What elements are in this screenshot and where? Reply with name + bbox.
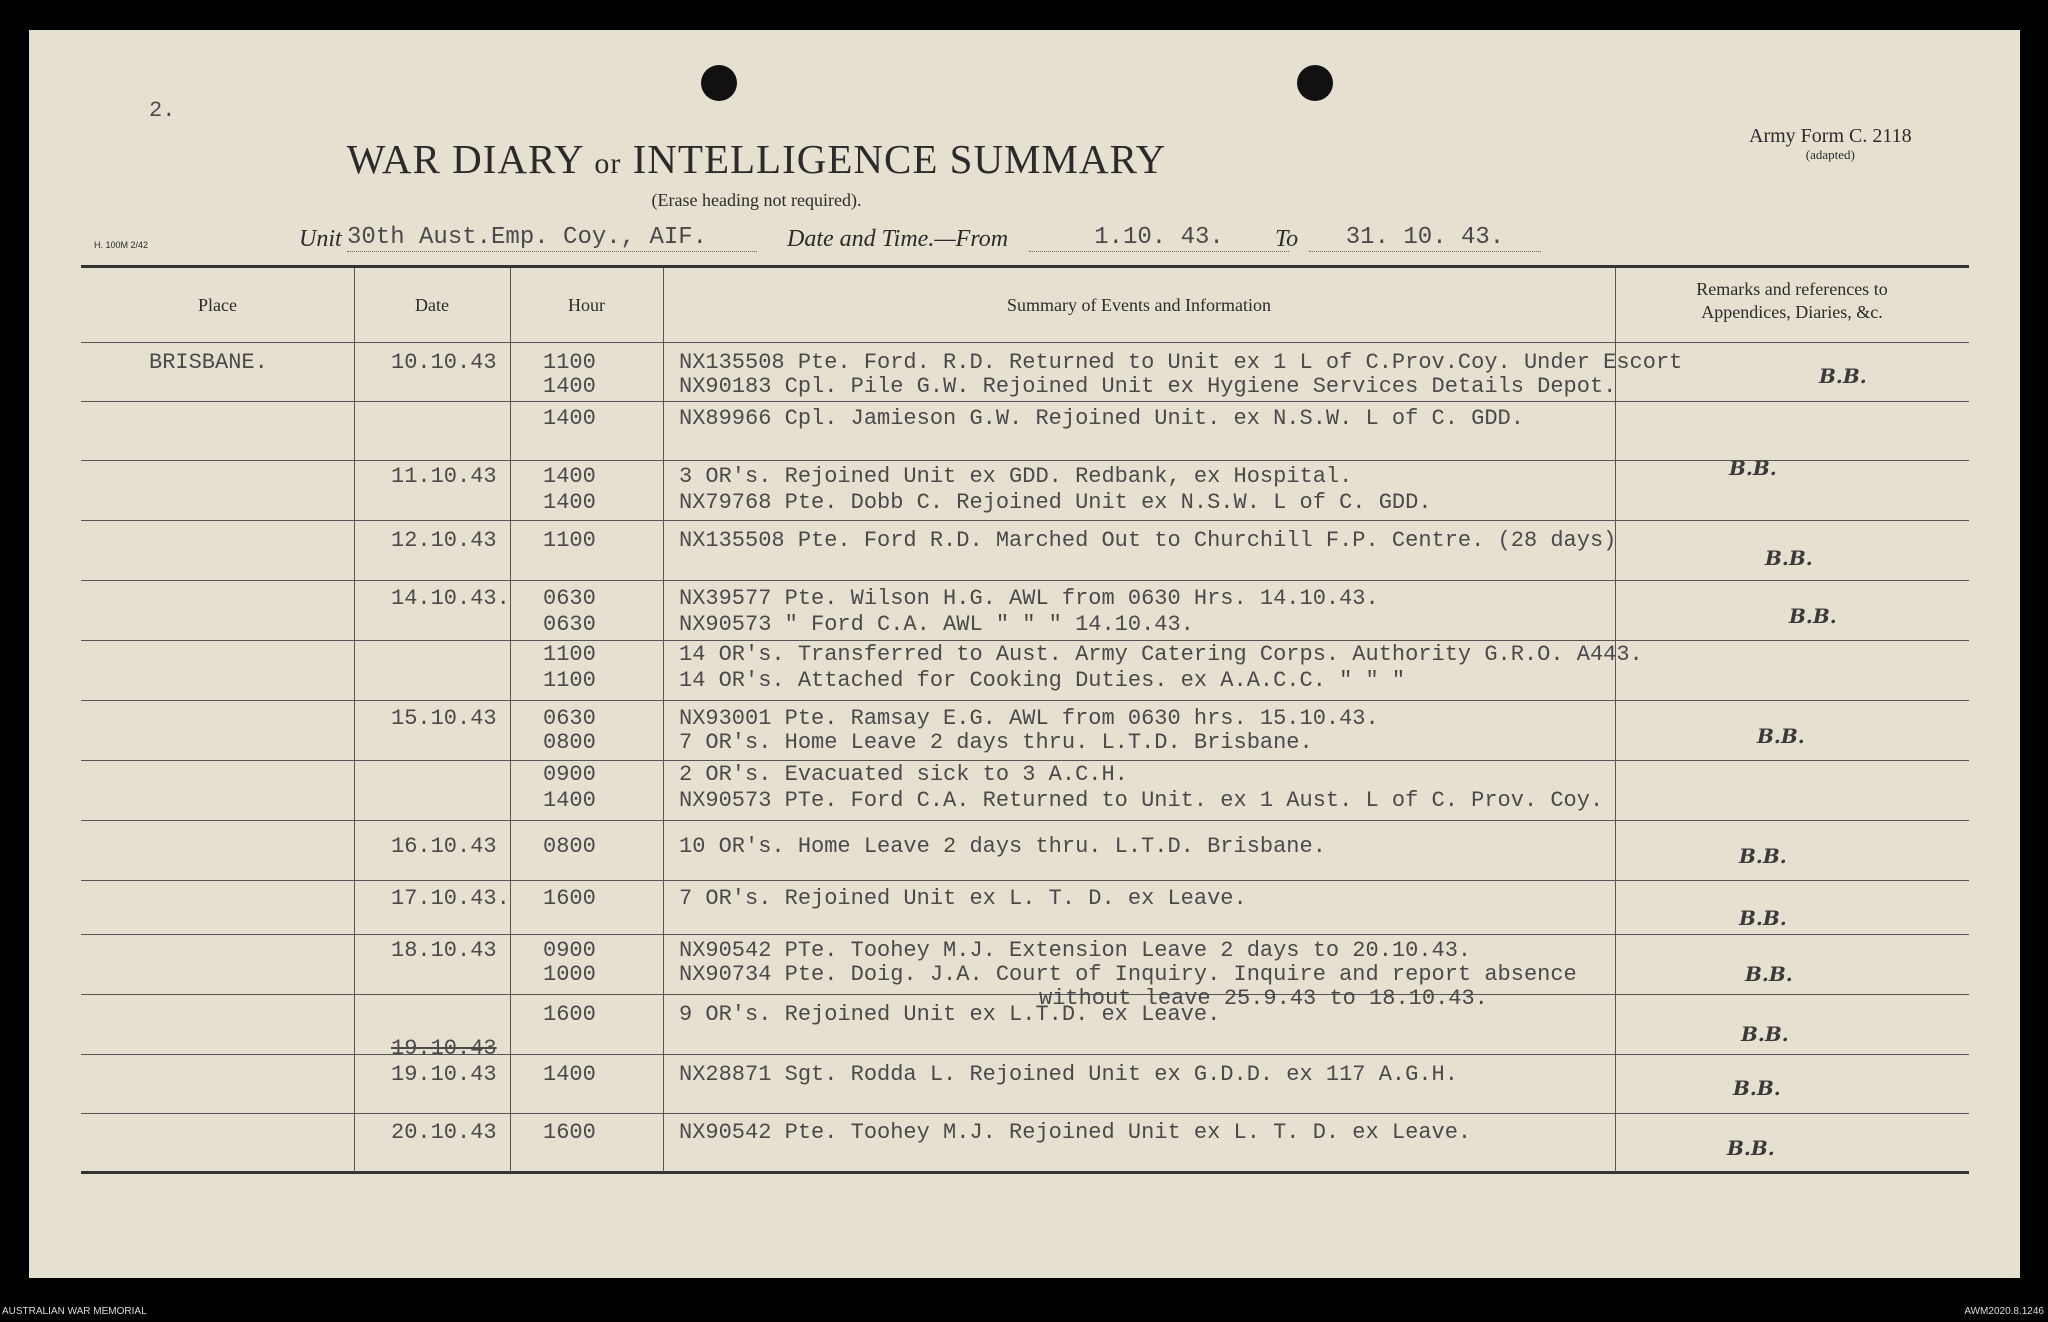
entry-date: 20.10.43 xyxy=(391,1120,497,1145)
row-divider xyxy=(81,520,1969,521)
entry-text: 7 OR's. Home Leave 2 days thru. L.T.D. Brisbane. xyxy=(679,730,1313,755)
initials-signature: B.B. xyxy=(1741,1022,1789,1046)
entry-hour: 0800 xyxy=(543,730,596,755)
entry-hour: 0630 xyxy=(543,586,596,611)
date-time-label: Date and Time.—From xyxy=(787,226,1009,252)
header-remarks-line2: Appendices, Diaries, &c. xyxy=(1701,301,1883,322)
entry-date: 15.10.43 xyxy=(391,706,497,731)
entry-hour: 0630 xyxy=(543,612,596,637)
row-divider xyxy=(81,401,1969,402)
diary-page xyxy=(29,30,2020,1278)
date-from-value: 1.10. 43. xyxy=(1029,224,1289,252)
entry-text: NX89966 Cpl. Jamieson G.W. Rejoined Unit. ex N.S.W. L of C. GDD. xyxy=(679,406,1524,431)
title-or: or xyxy=(594,147,622,180)
initials-signature: B.B. xyxy=(1729,456,1777,480)
entry-text: NX90573 PTe. Ford C.A. Returned to Unit. ex 1 Aust. L of C. Prov. Coy. xyxy=(679,788,1604,813)
col-divider-place xyxy=(354,268,355,1172)
entry-date: 17.10.43. xyxy=(391,886,510,911)
entry-hour: 1100 xyxy=(543,642,596,667)
initials-signature: B.B. xyxy=(1819,364,1867,388)
entry-text: 14 OR's. Transferred to Aust. Army Catering Corps. Authority G.R.O. A443. xyxy=(679,642,1643,667)
entry-date: 12.10.43 xyxy=(391,528,497,553)
entry-date: 11.10.43 xyxy=(391,464,497,489)
title-intelligence-summary: INTELLIGENCE SUMMARY xyxy=(632,136,1167,182)
initials-signature: B.B. xyxy=(1789,604,1837,628)
entry-text: 10 OR's. Home Leave 2 days thru. L.T.D. Brisbane. xyxy=(679,834,1326,859)
place-value: BRISBANE. xyxy=(149,350,268,375)
entry-date: 10.10.43 xyxy=(391,350,497,375)
entry-hour: 1400 xyxy=(543,406,596,431)
entry-hour: 1100 xyxy=(543,350,596,375)
initials-signature: B.B. xyxy=(1765,546,1813,570)
col-divider-hour xyxy=(663,268,664,1172)
entry-date: 18.10.43 xyxy=(391,938,497,963)
entry-text: NX39577 Pte. Wilson H.G. AWL from 0630 Hrs. 14.10.43. xyxy=(679,586,1379,611)
header-place: Place xyxy=(198,295,237,315)
army-form-line1: Army Form C. 2118 xyxy=(1749,125,1912,147)
initials-signature: B.B. xyxy=(1739,844,1787,868)
entry-hour: 1000 xyxy=(543,962,596,987)
row-divider xyxy=(81,460,1969,461)
army-form-number xyxy=(1749,125,1912,163)
header-summary: Summary of Events and Information xyxy=(1007,295,1271,315)
unit-label: Unit xyxy=(299,226,342,252)
entry-date: 14.10.43. xyxy=(391,586,510,611)
row-divider xyxy=(81,640,1969,641)
entry-text: 2 OR's. Evacuated sick to 3 A.C.H. xyxy=(679,762,1128,787)
entry-text: NX90573 " Ford C.A. AWL " " " 14.10.43. xyxy=(679,612,1194,637)
footer-right: AWM2020.8.1246 xyxy=(1964,1306,2044,1317)
page-title xyxy=(29,135,1484,183)
entry-hour: 1600 xyxy=(543,886,596,911)
entry-hour: 0800 xyxy=(543,834,596,859)
punch-hole-left xyxy=(701,65,737,101)
page-subtitle: (Erase heading not required). xyxy=(651,190,862,210)
unit-value: 30th Aust.Emp. Coy., AIF. xyxy=(347,224,757,252)
row-divider xyxy=(81,760,1969,761)
initials-signature: B.B. xyxy=(1745,962,1793,986)
entry-text: 9 OR's. Rejoined Unit ex L.T.D. ex Leave. xyxy=(679,1002,1221,1027)
row-divider xyxy=(81,1054,1969,1055)
entry-text: without leave 25.9.43 to 18.10.43. xyxy=(1039,986,1488,1011)
entry-date-struck: 19.10.43 xyxy=(391,1036,497,1061)
entry-hour: 0630 xyxy=(543,706,596,731)
header-bottom-border xyxy=(81,342,1969,343)
page-number: 2. xyxy=(149,98,176,123)
table-top-border xyxy=(81,265,1969,268)
row-divider xyxy=(81,700,1969,701)
entry-text: NX79768 Pte. Dobb C. Rejoined Unit ex N.S.W. L of C. GDD. xyxy=(679,490,1432,515)
initials-signature: B.B. xyxy=(1727,1136,1775,1160)
entry-text: 14 OR's. Attached for Cooking Duties. ex A.A.C.C. " " " xyxy=(679,668,1406,693)
entry-text: NX90542 PTe. Toohey M.J. Extension Leave 2 days to 20.10.43. xyxy=(679,938,1472,963)
entry-hour: 1400 xyxy=(543,464,596,489)
entry-hour: 1400 xyxy=(543,788,596,813)
title-war-diary: WAR DIARY xyxy=(346,136,584,182)
entry-hour: 1100 xyxy=(543,668,596,693)
col-divider-summary xyxy=(1615,268,1616,1172)
date-to-value: 31. 10. 43. xyxy=(1309,224,1541,252)
entry-text: 3 OR's. Rejoined Unit ex GDD. Redbank, ex Hospital. xyxy=(679,464,1353,489)
entry-hour: 1600 xyxy=(543,1002,596,1027)
entry-text: NX90183 Cpl. Pile G.W. Rejoined Unit ex Hygiene Services Details Depot. xyxy=(679,374,1617,399)
entry-text: NX135508 Pte. Ford. R.D. Returned to Unit ex 1 L of C.Prov.Coy. Under Escort xyxy=(679,350,1683,375)
entry-text: NX90734 Pte. Doig. J.A. Court of Inquiry. Inquire and report absence xyxy=(679,962,1577,987)
entry-hour: 1400 xyxy=(543,1062,596,1087)
form-code: H. 100M 2/42 xyxy=(94,240,149,250)
initials-signature: B.B. xyxy=(1733,1076,1781,1100)
initials-signature: B.B. xyxy=(1757,724,1805,748)
row-divider xyxy=(81,820,1969,821)
header-remarks-line1: Remarks and references to xyxy=(1696,279,1888,299)
entry-hour: 1100 xyxy=(543,528,596,553)
entry-hour: 0900 xyxy=(543,938,596,963)
entry-hour: 1600 xyxy=(543,1120,596,1145)
entry-hour: 1400 xyxy=(543,490,596,515)
army-form-line2: (adapted) xyxy=(1805,147,1855,162)
footer-left: AUSTRALIAN WAR MEMORIAL xyxy=(2,1306,147,1317)
date-to-label: To xyxy=(1275,226,1299,252)
entry-text: NX93001 Pte. Ramsay E.G. AWL from 0630 hrs. 15.10.43. xyxy=(679,706,1379,731)
entry-text: NX28871 Sgt. Rodda L. Rejoined Unit ex G.D.D. ex 117 A.G.H. xyxy=(679,1062,1458,1087)
entry-text: NX90542 Pte. Toohey M.J. Rejoined Unit ex L. T. D. ex Leave. xyxy=(679,1120,1472,1145)
header-remarks xyxy=(1615,278,1969,323)
punch-hole-right xyxy=(1297,65,1333,101)
entry-text: 7 OR's. Rejoined Unit ex L. T. D. ex Leave. xyxy=(679,886,1247,911)
initials-signature: B.B. xyxy=(1739,906,1787,930)
row-divider xyxy=(81,1113,1969,1114)
row-divider xyxy=(81,994,1969,995)
table-bottom-border xyxy=(81,1171,1969,1174)
row-divider xyxy=(81,934,1969,935)
row-divider xyxy=(81,580,1969,581)
entry-text: NX135508 Pte. Ford R.D. Marched Out to Churchill F.P. Centre. (28 days) xyxy=(679,528,1617,553)
row-divider xyxy=(81,880,1969,881)
entry-date: 16.10.43 xyxy=(391,834,497,859)
entry-date: 19.10.43 xyxy=(391,1062,497,1087)
entry-hour: 0900 xyxy=(543,762,596,787)
entry-hour: 1400 xyxy=(543,374,596,399)
header-hour: Hour xyxy=(568,295,605,315)
col-divider-date xyxy=(510,268,511,1172)
header-date: Date xyxy=(415,295,449,315)
